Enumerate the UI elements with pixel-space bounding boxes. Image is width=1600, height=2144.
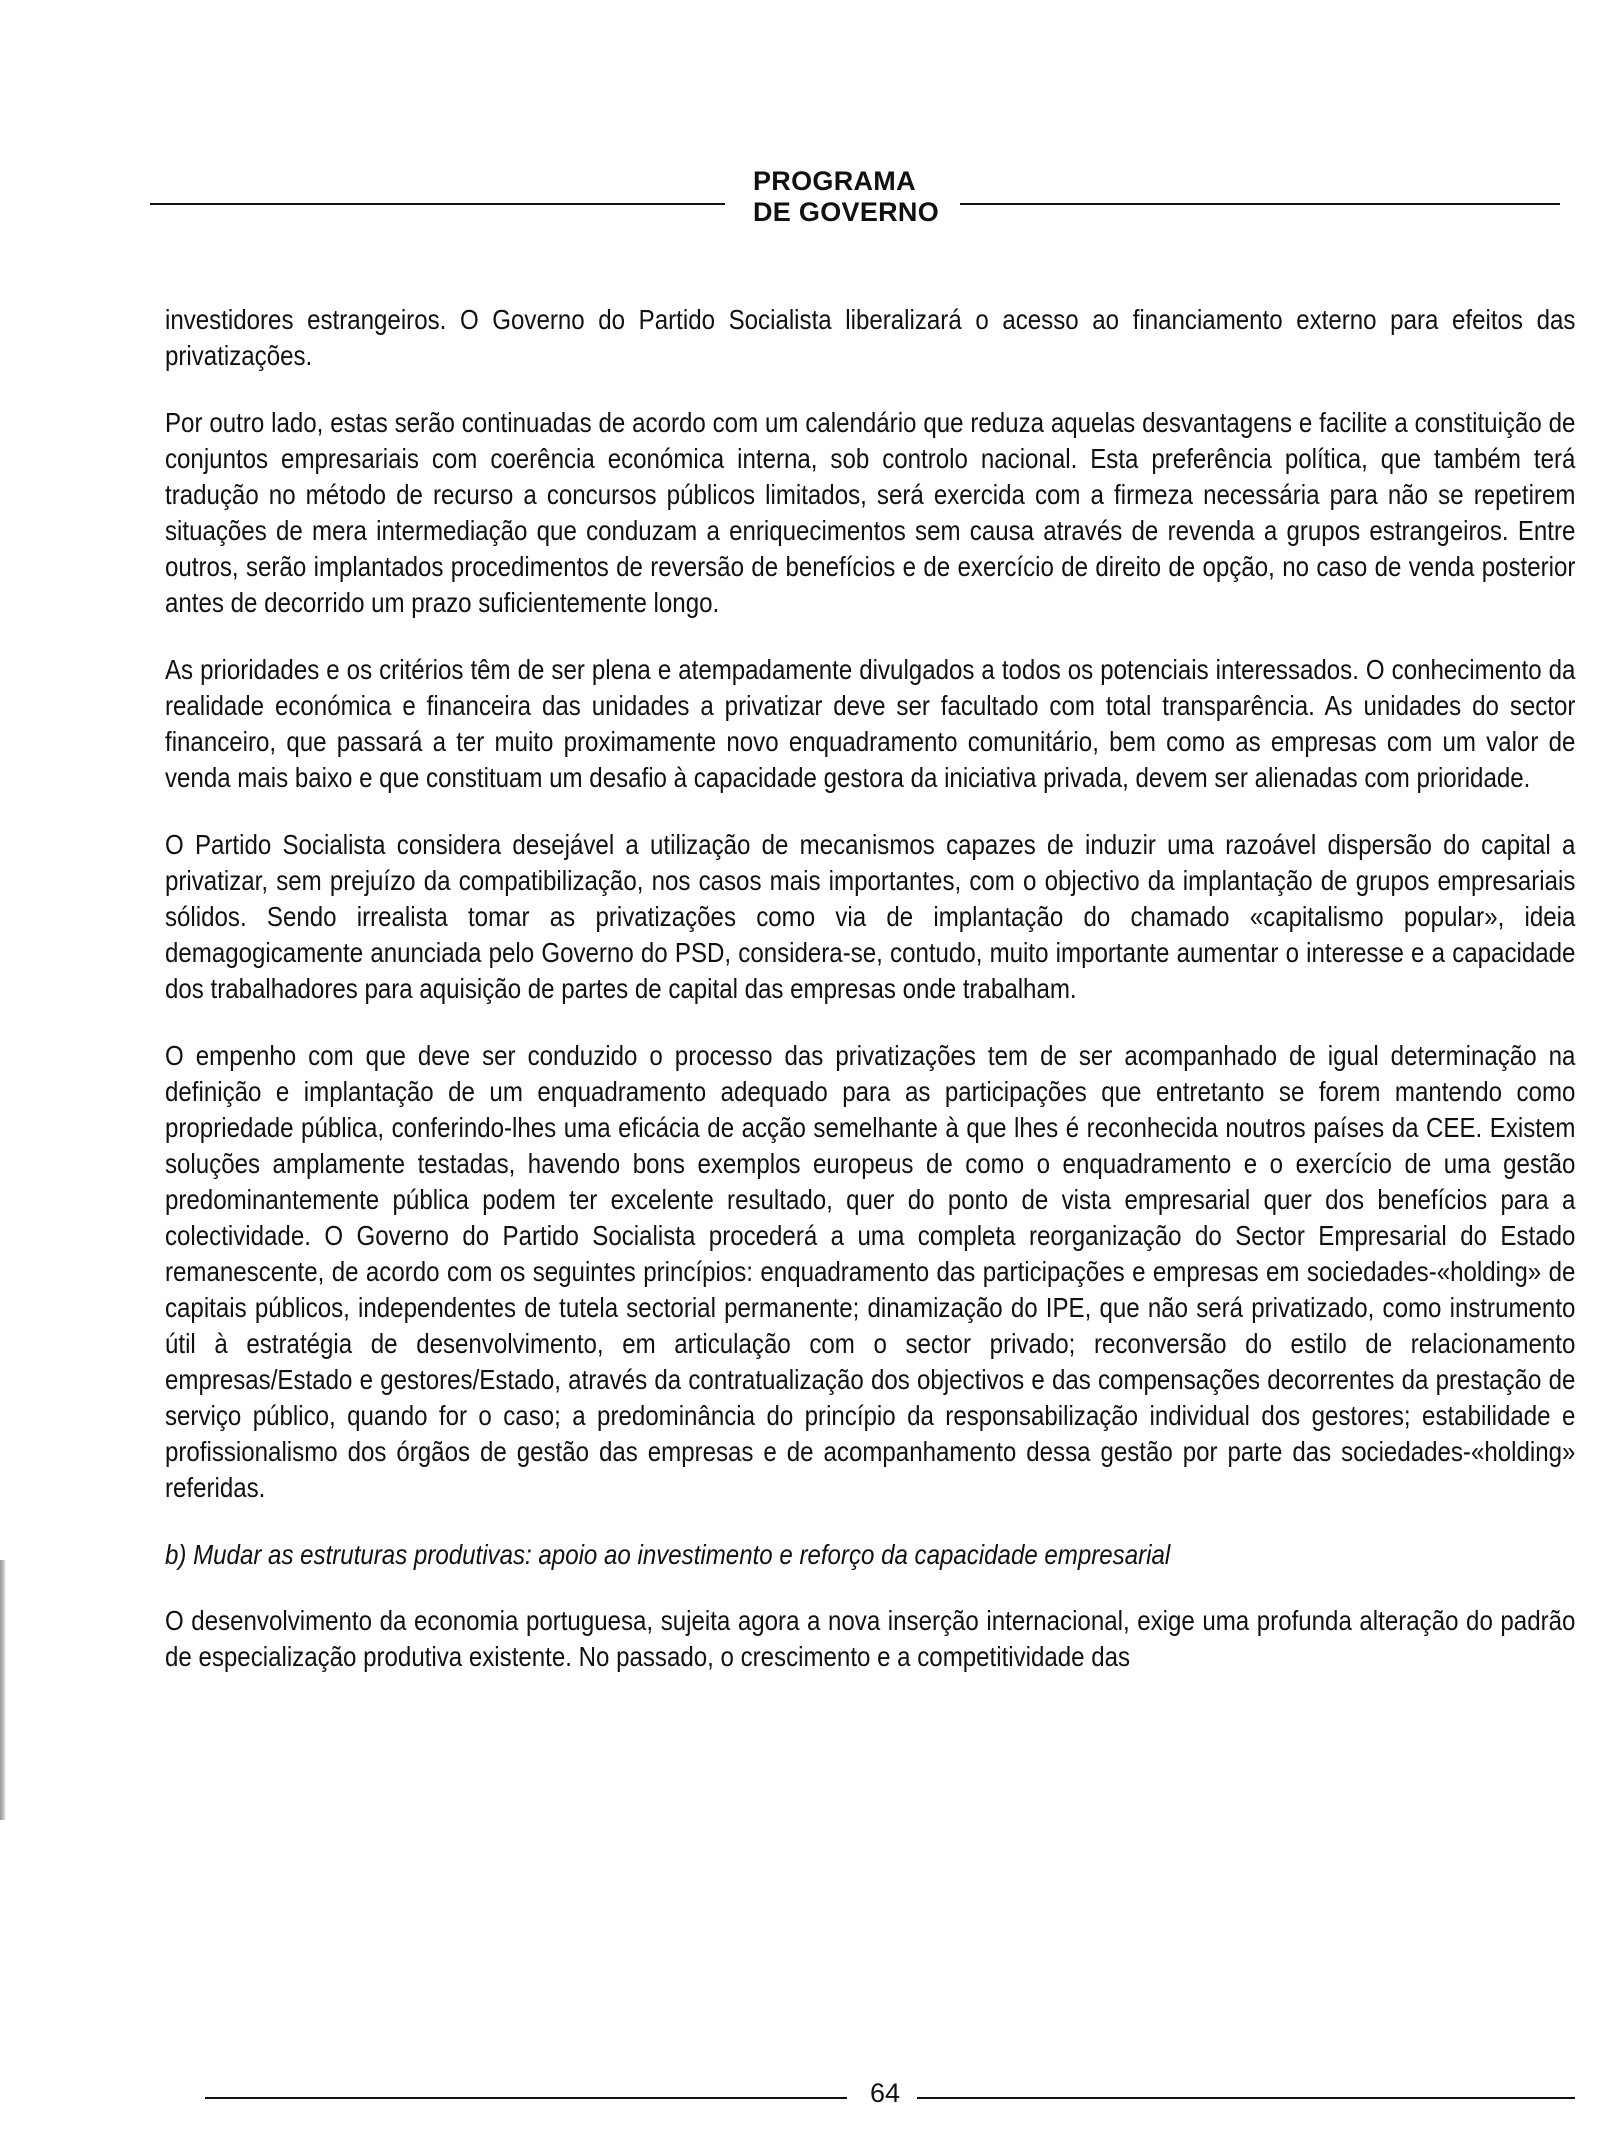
footer-rule-right: [917, 2097, 1575, 2099]
header-title-line-1: PROGRAMA: [753, 166, 916, 196]
header-title-line-2: DE GOVERNO: [753, 197, 940, 227]
body-text: [165, 302, 1575, 1706]
paragraph-2: Por outro lado, estas serão continuadas de acordo com um calendário que reduza aquelas desvantagens e facilite a constituição de conjuntos empresariais com coerência económica interna, sob controlo nacional. Esta preferência política, que também terá tradução no método de recurso a concursos públicos limitados, será exercida com a firmeza necessária para não se repetirem situações de mera intermediação que conduzam a enriquecimentos sem causa através de revenda a grupos estrangeiros. Entre outros, serão implantados procedimentos de reversão de benefícios e de exercício de direito de opção, no caso de venda posterior antes de decorrido um prazo suficientemente longo.: [165, 407, 1576, 618]
footer-rule-left: [205, 2097, 847, 2099]
header-title: [753, 166, 953, 228]
page-number: 64: [869, 2078, 901, 2108]
header-rule-left: [150, 203, 725, 205]
section-subheading: b) Mudar as estruturas produtivas: apoio ao investimento e reforço da capacidade empresarial: [165, 1539, 1171, 1570]
paragraph-1: investidores estrangeiros. O Governo do Partido Socialista liberalizará o acesso ao financiamento externo para efeitos das privatizações.: [165, 304, 1576, 371]
scan-edge-mark: [0, 1560, 6, 1820]
page-footer: [205, 2074, 1575, 2114]
header-rule-right: [960, 203, 1560, 205]
paragraph-3: As prioridades e os critérios têm de ser plena e atempadamente divulgados a todos os potenciais interessados. O conhecimento da realidade económica e financeira das unidades a privatizar deve ser facultado com total transparência. As unidades do sector financeiro, que passará a ter muito proximamente novo enquadramento comunitário, bem como as empresas com um valor de venda mais baixo e que constituam um desafio à capacidade gestora da iniciativa privada, devem ser alienadas com prioridade.: [165, 654, 1576, 793]
paragraph-4: O Partido Socialista considera desejável a utilização de mecanismos capazes de induzir uma razoável dispersão do capital a privatizar, sem prejuízo da compatibilização, nos casos mais importantes, com o objectivo da implantação de grupos empresariais sólidos. Sendo irrealista tomar as privatizações como via de implantação do chamado «capitalismo popular», ideia demagogicamente anunciada pelo Governo do PSD, considera-se, contudo, muito importante aumentar o interesse e a capacidade dos trabalhadores para aquisição de partes de capital das empresas onde trabalham.: [165, 829, 1576, 1004]
paragraph-5: O empenho com que deve ser conduzido o processo das privatizações tem de ser acompanhado de igual determinação na definição e implantação de um enquadramento adequado para as participações que entretanto se forem mantendo como propriedade pública, conferindo-lhes uma eficácia de acção semelhante à que lhes é reconhecida noutros países da CEE. Existem soluções amplamente testadas, havendo bons exemplos europeus de como o enquadramento e o exercício de uma gestão predominantemente pública podem ter excelente resultado, quer do ponto de vista empresarial quer dos benefícios para a colectividade. O Governo do Partido Socialista procederá a uma completa reorganização do Sector Empresarial do Estado remanescente, de acordo com os seguintes princípios: enquadramento das participações e empresas em sociedades-«holding» de capitais públicos, independentes de tutela sectorial permanente; dinamização do IPE, que não será privatizado, como instrumento útil à estratégia de desenvolvimento, em articulação com o sector privado; reconversão do estilo de relacionamento empresas/Estado e gestores/Estado, através da contratualização dos objectivos e das compensações decorrentes da prestação de serviço público, quando for o caso; a predominância do princípio da responsabilização individual dos gestores; estabilidade e profissionalismo dos órgãos de gestão das empresas e de acompanhamento dessa gestão por parte das sociedades-«holding» referidas.: [165, 1040, 1576, 1503]
page-header: [150, 166, 1570, 236]
paragraph-6: O desenvolvimento da economia portuguesa, sujeita agora a nova inserção internacional, exige uma profunda alteração do padrão de especialização produtiva existente. No passado, o crescimento e a competitividade das: [165, 1605, 1576, 1672]
